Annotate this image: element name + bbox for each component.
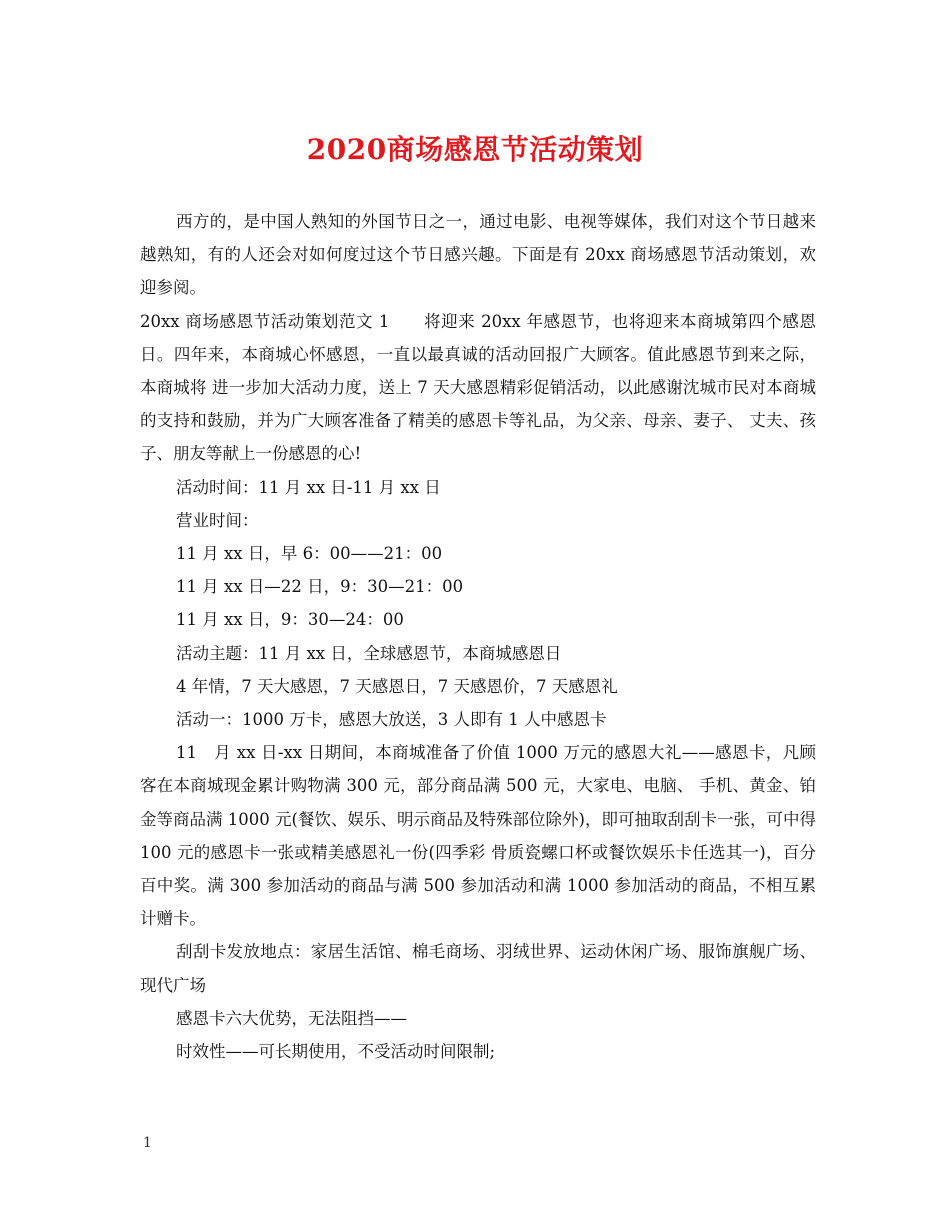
paragraph-sample-1: 20xx 商场感恩节活动策划范文 1 将迎来 20xx 年感恩节，也将迎来本商城第四个感恩日。四年来，本商城心怀感恩，一直以最真诚的活动回报广大顾客。值此感恩节到来之际，本商城将 进一步加大活动力度，送上 7 天大感恩精彩促销活动，以此感谢沈城市民对本商城的支持和鼓励，并为广大顾客准备了精美的感恩卡等礼品，为父亲、母亲、妻子、 丈夫、孩子、朋友等献上一份感恩的心! [140,311,816,464]
page-number: 1 [143,1135,152,1151]
paragraph-intro: 西方的，是中国人熟知的外国节日之一，通过电影、电视等媒体，我们对这个节日越来越熟知，有的人还会对如何度过这个节日感兴趣。下面是有 20xx 商场感恩节活动策划，欢迎参阅。 [140,212,816,298]
document-body [140,205,816,1068]
paragraph-activity-time: 活动时间：11 月 xx 日-11 月 xx 日 [176,477,441,497]
paragraph-activity-theme: 活动主题：11 月 xx 日，全球感恩节，本商城感恩日 [176,643,562,663]
paragraph-hours-3: 11 月 xx 日，9：30—24：00 [176,610,404,630]
paragraph-business-hours-label: 营业时间： [176,510,259,530]
paragraph-hours-1: 11 月 xx 日，早 6：00——21：00 [176,544,443,564]
paragraph-card-locations: 刮刮卡发放地点：家居生活馆、棉毛商场、羽绒世界、运动休闲广场、服饰旗舰广场、现代广场 [140,942,816,995]
paragraph-activity-one: 活动一：1000 万卡，感恩大放送，3 人即有 1 人中感恩卡 [176,710,607,730]
paragraph-timeliness: 时效性——可长期使用，不受活动时间限制; [176,1042,496,1062]
paragraph-hours-2: 11 月 xx 日—22 日，9：30—21：00 [176,577,464,597]
paragraph-activity-one-details: 11 月 xx 日-xx 日期间，本商城准备了价值 1000 万元的感恩大礼——感恩卡，凡顾客在本商城现金累计购物满 300 元，部分商品满 500 元，大家电、电脑、 手机、黄金、铂金等商品满 1000 元(餐饮、娱乐、明示商品及特殊部位除外)，即可抽取刮刮卡一张，可中得 100 元的感恩卡一张或精美感恩礼一份(四季彩 骨质瓷螺口杯或餐饮娱乐卡任选其一)，百分百中奖。满 300 参加活动的商品与满 500 参加活动和满 1000 参加活动的商品，不相互累计赠卡。 [140,743,816,929]
paragraph-slogan: 4 年情，7 天大感恩，7 天感恩日，7 天感恩价，7 天感恩礼 [176,676,618,696]
paragraph-card-advantages: 感恩卡六大优势，无法阻挡—— [176,1008,407,1028]
document-title: 2020商场感恩节活动策划 [306,133,644,166]
